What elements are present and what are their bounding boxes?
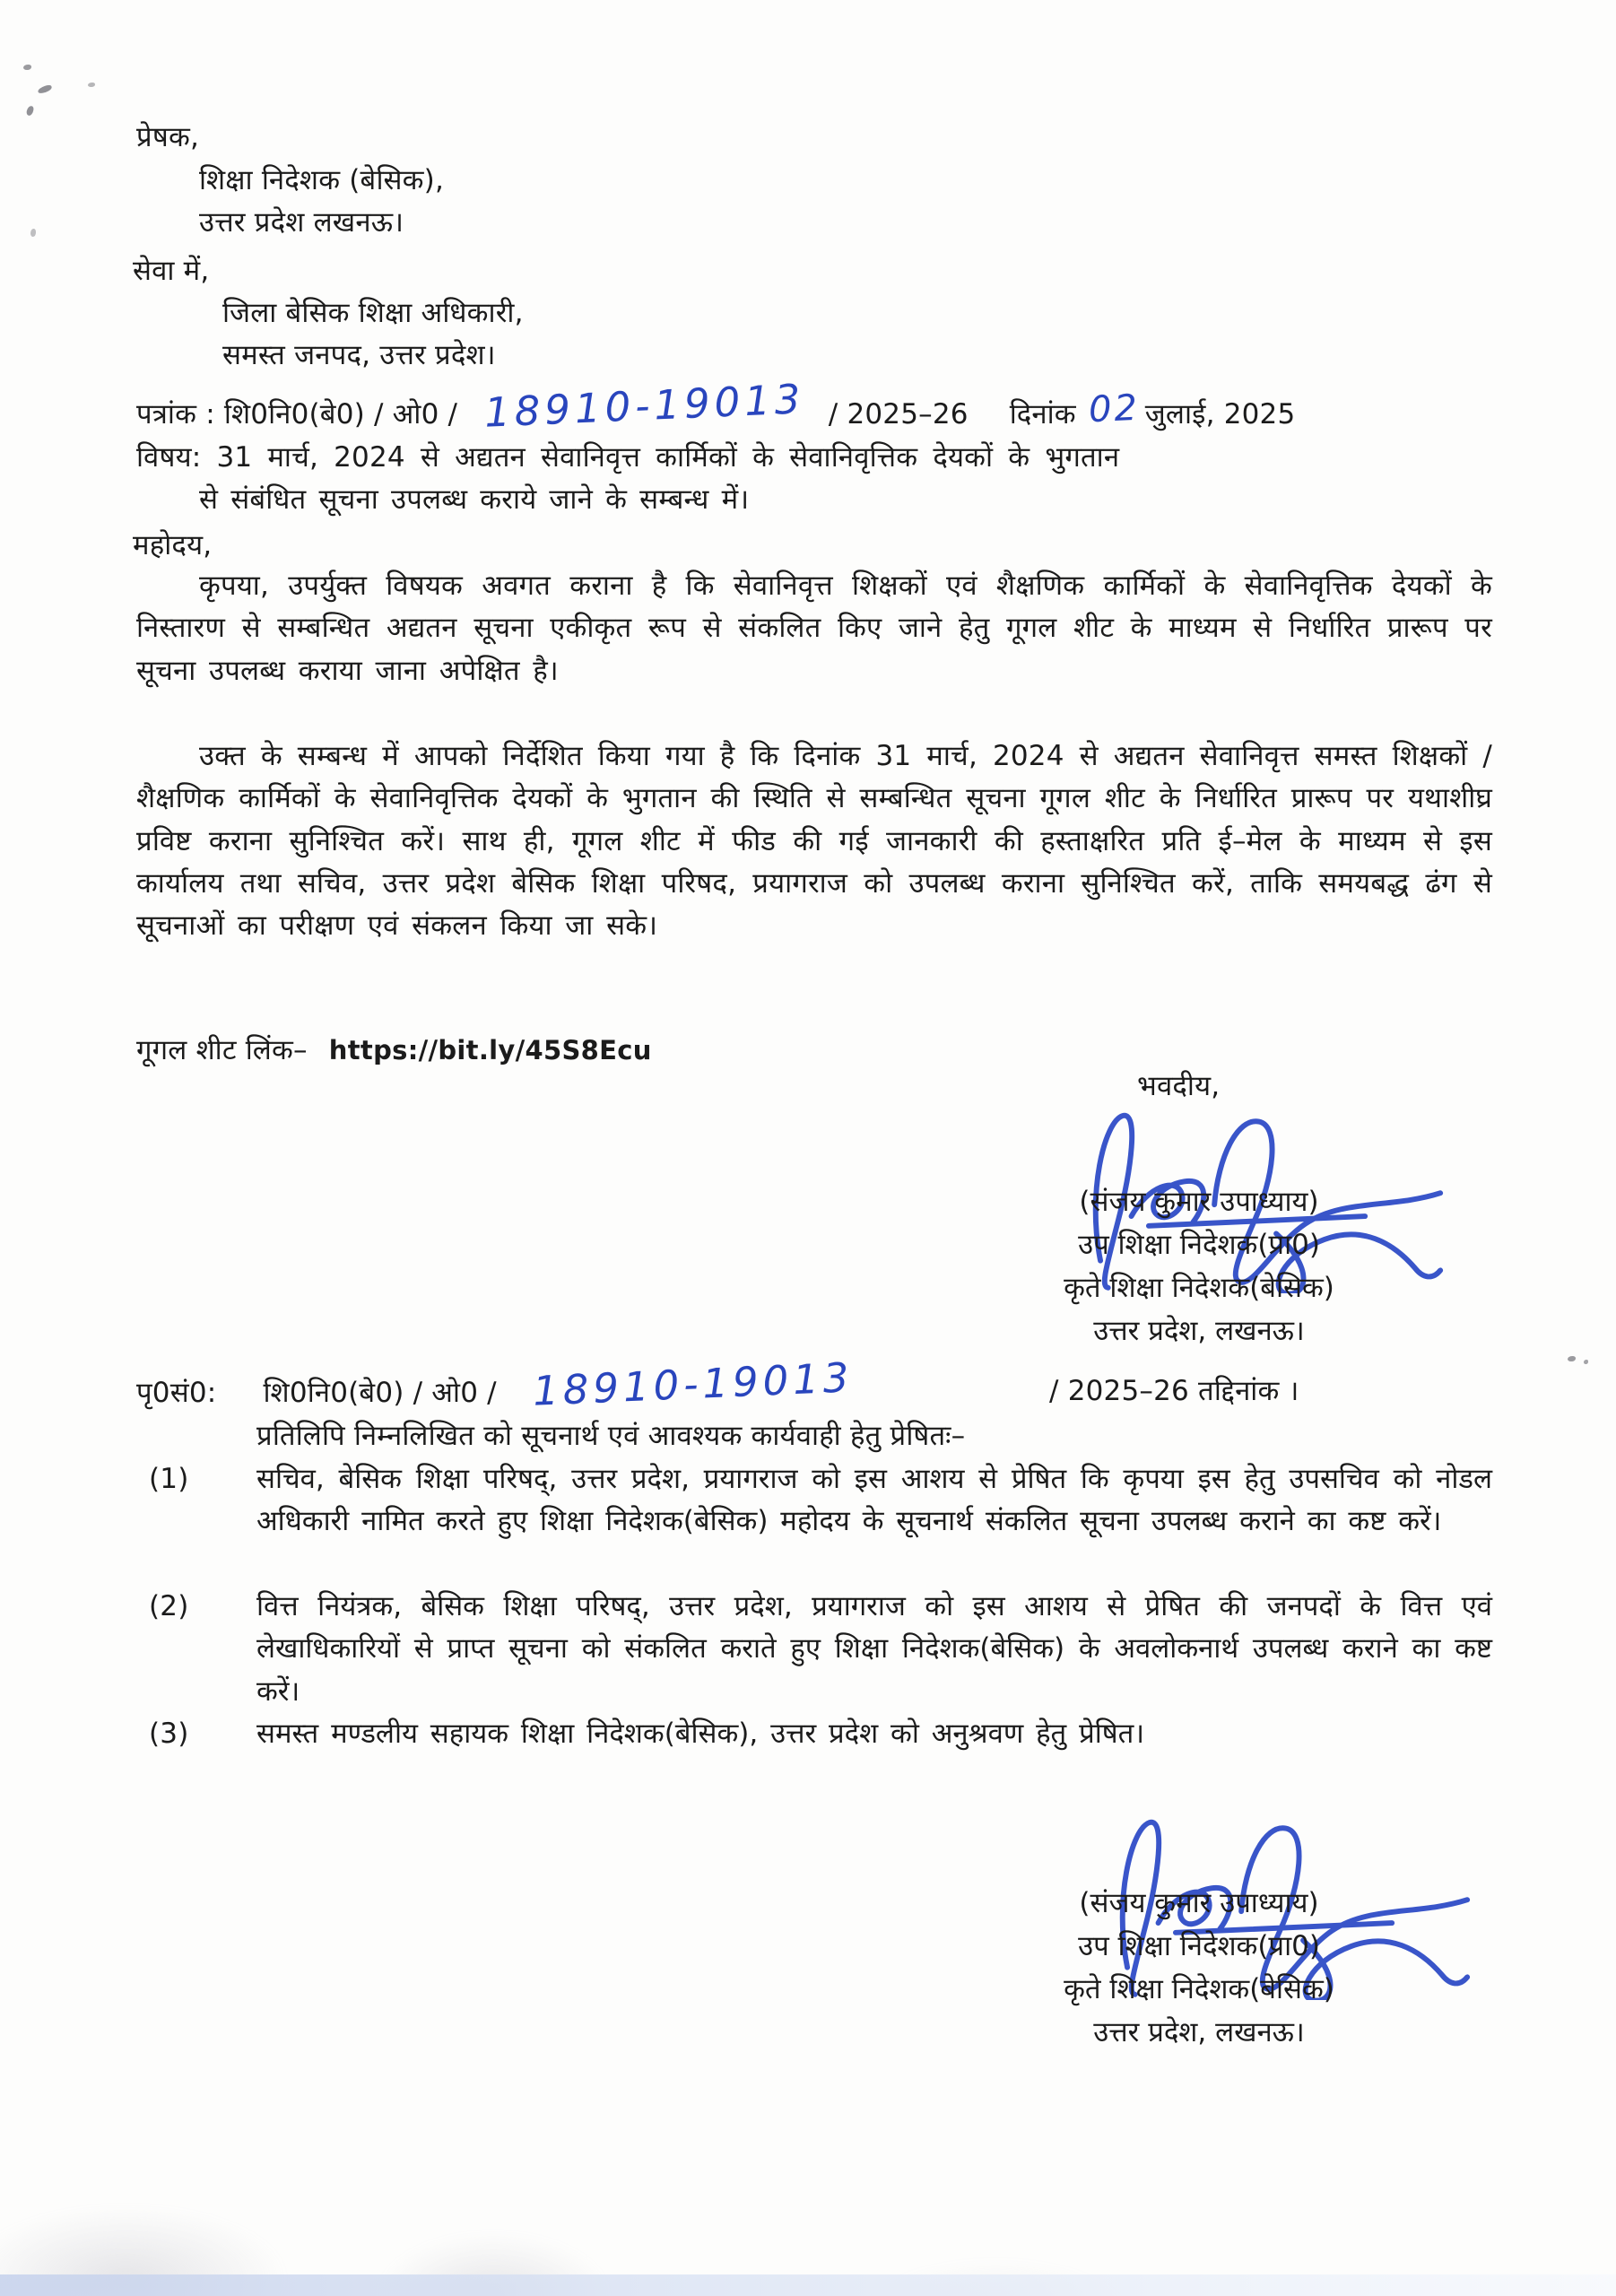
scan-speck <box>1568 1356 1576 1361</box>
subject-line-2: से संबंधित सूचना उपलब्ध कराये जाने के सम्बन्ध में। <box>199 483 750 516</box>
recipient-line-1: जिला बेसिक शिक्षा अधिकारी, <box>222 297 524 329</box>
endorsement-number-label: पृ0सं0: <box>136 1377 217 1409</box>
copy-item-2-text: वित्त नियंत्रक, बेसिक शिक्षा परिषद्, उत्तर प्रदेश, प्रयागराज को इस आशय से प्रेषित की जनपदों के वित्त एवं लेखाधिकारियों से प्राप्त सूचना को संकलित कराते हुए शिक्षा निदेशक(बेसिक) के अवलोकनार्थ उपलब्ध कराने का कष्ट करें। <box>256 1590 1492 1708</box>
recipient-label: सेवा में, <box>133 255 210 287</box>
reference-date-label: दिनांक <box>1009 398 1076 430</box>
sheet-link-label: गूगल शीट लिंक– <box>136 1034 308 1066</box>
scan-speck <box>37 84 52 95</box>
signer-designation-2: कृते शिक्षा निदेशक(बेसिक) <box>1064 1272 1334 1304</box>
closing-signature-block <box>1006 1180 1392 1352</box>
reference-line <box>136 375 1492 437</box>
sender-line-2: उत्तर प्रदेश लखनऊ। <box>199 206 404 239</box>
signer-name: (संजय कुमार उपाध्याय) <box>1079 1186 1319 1218</box>
reference-date-rest: जुलाई, 2025 <box>1144 398 1296 430</box>
handwritten-endorsement-number: 18910-19013 <box>531 1353 855 1415</box>
handwritten-letter-number: 18910-19013 <box>483 375 806 437</box>
recipient-line-2: समस्त जनपद, उत्तर प्रदेश। <box>222 339 496 371</box>
handwritten-day: 02 <box>1087 387 1141 431</box>
scan-speck <box>30 229 36 237</box>
valediction: भवदीय, <box>1137 1070 1221 1102</box>
reference-suffix: / 2025–26 <box>828 398 969 430</box>
subject-line-1: विषय: 31 मार्च, 2024 से अद्यतन सेवानिवृत्त कार्मिकों के सेवानिवृत्तिक देयकों के भुगतान <box>136 441 1120 474</box>
body-paragraph-2: उक्त के सम्बन्ध में आपको निर्देशित किया गया है कि दिनांक 31 मार्च, 2024 से अद्यतन सेवानिवृत्त समस्त शिक्षकों / शैक्षणिक कार्मिकों के सेवानिवृत्तिक देयकों के भुगतान की स्थिति से सम्बन्धित सूचना गूगल शीट के निर्धारित प्रारूप पर यथाशीघ्र प्रविष्ट कराना सुनिश्चित करें। साथ ही, गूगल शीट में फीड की गई जानकारी की हस्ताक्षरित प्रति ई–मेल के माध्यम से इस कार्यालय तथा सचिव, उत्तर प्रदेश बेसिक शिक्षा परिषद, प्रयागराज को उपलब्ध कराना सुनिश्चित करें, ताकि समयबद्ध ढंग से सूचनाओं का परीक्षण एवं संकलन किया जा सके। <box>136 740 1492 943</box>
copy-item-1-number: (1) <box>149 1463 189 1495</box>
scan-speck <box>88 83 95 87</box>
signer-designation-1: उप शिक्षा निदेशक(प्रा0) <box>1078 1930 1320 1962</box>
salutation: महोदय, <box>133 529 213 561</box>
reference-prefix: पत्रांक : शि0नि0(बे0) / ओ0 / <box>136 398 458 430</box>
copy-item-3-text: समस्त मण्डलीय सहायक शिक्षा निदेशक(बेसिक), उत्तर प्रदेश को अनुश्रवण हेतु प्रेषित। <box>256 1718 1145 1750</box>
endorsement-suffix: / 2025–26 तद्दिनांक । <box>1049 1375 1299 1407</box>
signer-name: (संजय कुमार उपाध्याय) <box>1079 1887 1319 1919</box>
sender-line-1: शिक्षा निदेशक (बेसिक), <box>199 164 444 196</box>
copy-item-1-text: सचिव, बेसिक शिक्षा परिषद्, उत्तर प्रदेश, प्रयागराज को इस आशय से प्रेषित कि कृपया इस हेतु उपसचिव को नोडल अधिकारी नामित करते हुए शिक्षा निदेशक(बेसिक) महोदय के सूचनार्थ संकलित सूचना उपलब्ध कराने का कष्ट करें। <box>256 1463 1492 1538</box>
scan-speck <box>26 105 34 116</box>
scanner-edge-band <box>0 2274 1616 2296</box>
signer-designation-3: उत्तर प्रदेश, लखनऊ। <box>1093 1315 1305 1347</box>
copy-item-3-number: (3) <box>149 1718 189 1750</box>
signer-designation-2: कृते शिक्षा निदेशक(बेसिक) <box>1064 1973 1334 2005</box>
copy-intro: प्रतिलिपि निम्नलिखित को सूचनार्थ एवं आवश्यक कार्यवाही हेतु प्रेषितः– <box>256 1420 966 1452</box>
endorsement-ref-line <box>136 1353 1492 1415</box>
sheet-link-line <box>136 1030 652 1072</box>
footer-signature-block <box>1006 1882 1392 2054</box>
sheet-link-url: https://bit.ly/45S8Ecu <box>328 1035 652 1065</box>
scan-speck <box>1584 1360 1588 1364</box>
scan-speck <box>23 65 31 70</box>
endorsement-prefix: शि0नि0(बे0) / ओ0 / <box>263 1377 497 1409</box>
sender-label: प्रेषक, <box>136 121 200 153</box>
signer-designation-1: उप शिक्षा निदेशक(प्रा0) <box>1078 1229 1320 1261</box>
copy-item-2-number: (2) <box>149 1590 189 1622</box>
body-paragraph-1: कृपया, उपर्युक्त विषयक अवगत कराना है कि सेवानिवृत्त शिक्षकों एवं शैक्षणिक कार्मिकों के सेवानिवृत्तिक देयकों के निस्तारण से सम्बन्धित अद्यतन सूचना एकीकृत रूप से संकलित किए जाने हेतु गूगल शीट के माध्यम से निर्धारित प्रारूप पर सूचना उपलब्ध कराया जाना अपेक्षित है। <box>136 570 1492 687</box>
signer-designation-3: उत्तर प्रदेश, लखनऊ। <box>1093 2016 1305 2048</box>
